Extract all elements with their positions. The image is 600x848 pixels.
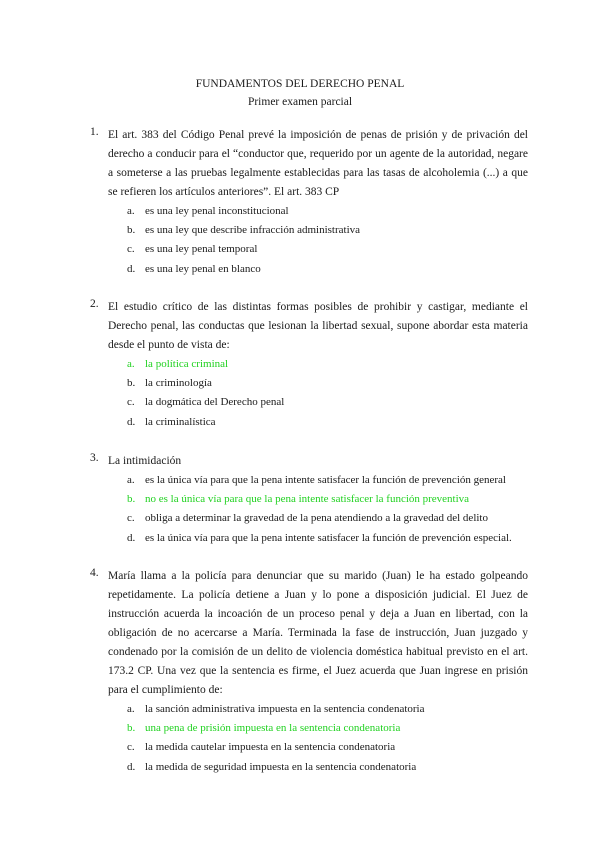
question-text: El estudio crítico de las distintas formas posibles de prohibir y castigar, mediante el Derecho penal, las conductas que lesionan la libertad sexual, supone abordar esta materia desde el punto de vista de: bbox=[108, 301, 528, 351]
option-text: es una ley penal inconstitucional bbox=[145, 205, 289, 217]
option-letter: c. bbox=[127, 512, 135, 525]
options-list bbox=[127, 700, 528, 777]
option-letter: c. bbox=[127, 741, 135, 754]
option-letter: b. bbox=[127, 493, 136, 506]
option-c bbox=[127, 509, 528, 528]
option-text: es una ley penal temporal bbox=[145, 243, 258, 256]
question-number: 2. bbox=[90, 298, 99, 310]
option-text: la criminalística bbox=[145, 415, 216, 428]
option-letter: b. bbox=[127, 377, 136, 390]
option-a-correct bbox=[127, 355, 528, 374]
option-letter: b. bbox=[127, 224, 136, 237]
option-b bbox=[127, 374, 528, 393]
options-list bbox=[127, 471, 528, 548]
option-letter: d. bbox=[127, 760, 136, 773]
option-d bbox=[127, 529, 528, 548]
option-text: la medida de seguridad impuesta en la sentencia condenatoria bbox=[145, 760, 417, 773]
option-b-correct bbox=[127, 719, 528, 738]
question-number: 4. bbox=[90, 567, 99, 579]
option-text: es una ley penal en blanco bbox=[145, 262, 261, 275]
option-letter: d. bbox=[127, 415, 136, 428]
option-a bbox=[127, 471, 528, 490]
question-text: María llama a la policía para denunciar que su marido (Juan) le ha estado golpeando repetidamente. La policía detiene a Juan y lo pone a disposición judicial. El Juez de instrucción acuerda la incoación de un proceso penal y deja a Juan en libertad, con la obligación de no acercarse a María. Terminada la fase de instrucción, Juan juzgado y condenado por la comisión de un delito de violencia doméstica habitual previsto en el art. 173.2 CP. Una vez que la sentencia es firme, el Juez acuerda que Juan ingrese en prisión para el cumplimiento de: bbox=[108, 570, 528, 696]
option-letter: b. bbox=[127, 722, 136, 735]
option-text: es la única vía para que la pena intente satisfacer la función de prevención especial. bbox=[145, 531, 512, 544]
option-d bbox=[127, 758, 528, 777]
option-text: una pena de prisión impuesta en la sentencia condenatoria bbox=[145, 722, 401, 735]
option-text: obliga a determinar la gravedad de la pena atendiendo a la gravedad del delito bbox=[145, 512, 488, 525]
question-4 bbox=[90, 567, 528, 777]
option-letter: a. bbox=[127, 474, 135, 486]
option-text: no es la única vía para que la pena intente satisfacer la función preventiva bbox=[145, 493, 470, 506]
option-a bbox=[127, 700, 528, 719]
option-c bbox=[127, 240, 528, 259]
question-number: 3. bbox=[90, 452, 99, 464]
option-letter: a. bbox=[127, 205, 135, 217]
question-2 bbox=[90, 298, 528, 432]
option-d bbox=[127, 260, 528, 279]
option-letter: c. bbox=[127, 243, 135, 256]
option-text: la sanción administrativa impuesta en la sentencia condenatoria bbox=[145, 703, 425, 715]
option-letter: a. bbox=[127, 358, 135, 370]
option-text: la política criminal bbox=[145, 358, 229, 370]
option-text: la dogmática del Derecho penal bbox=[145, 396, 285, 409]
question-3 bbox=[90, 452, 528, 548]
option-a bbox=[127, 202, 528, 221]
options-list bbox=[127, 202, 528, 279]
option-c bbox=[127, 738, 528, 757]
option-b-correct bbox=[127, 490, 528, 509]
option-text: es una ley que describe infracción administrativa bbox=[145, 224, 361, 237]
option-letter: c. bbox=[127, 396, 135, 409]
option-text: la criminología bbox=[145, 377, 212, 390]
options-list bbox=[127, 355, 528, 432]
option-d bbox=[127, 413, 528, 432]
option-b bbox=[127, 221, 528, 240]
document-subtitle: Primer examen parcial bbox=[247, 96, 353, 108]
question-text: La intimidación bbox=[108, 455, 182, 467]
option-text: es la única vía para que la pena intente satisfacer la función de prevención general bbox=[145, 474, 506, 486]
question-text: El art. 383 del Código Penal prevé la imposición de penas de prisión y de privación del derecho a conducir para el “conductor que, requerido por un agente de la autoridad, negare a someterse a las pruebas legalmente establecidas para las tasas de alcoholemia (...) a que se refieren los artículos anteriores”. El art. 383 CP bbox=[108, 129, 528, 198]
option-text: la medida cautelar impuesta en la sentencia condenatoria bbox=[145, 741, 396, 754]
option-letter: d. bbox=[127, 262, 136, 275]
option-c bbox=[127, 393, 528, 412]
option-letter: d. bbox=[127, 531, 136, 544]
option-letter: a. bbox=[127, 703, 135, 715]
question-number: 1. bbox=[90, 126, 99, 138]
question-1 bbox=[90, 126, 528, 279]
document-title: FUNDAMENTOS DEL DERECHO PENAL bbox=[195, 78, 405, 90]
